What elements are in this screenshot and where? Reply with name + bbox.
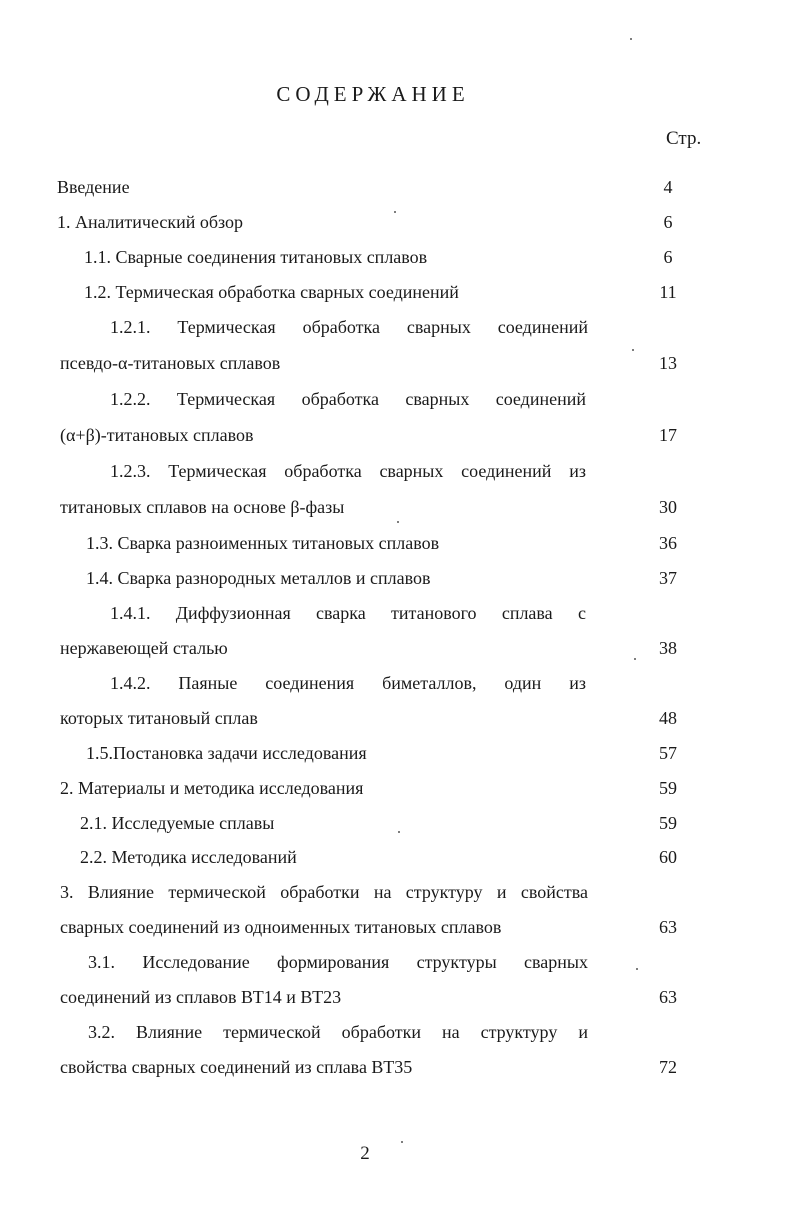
toc-entry-6-page: 30 [659,497,677,517]
page-title: СОДЕРЖАНИЕ [276,82,470,106]
toc-word: Диффузионная [175,603,291,623]
toc-word: 3. [60,882,74,902]
toc-word: 1.2.1. [110,317,151,337]
toc-word: соединения [265,673,355,693]
toc-entry-15-line1 [60,881,588,903]
toc-word: Термическая [176,389,276,409]
toc-entry-10-line2: которых титановый сплав [60,708,258,728]
toc-word: термической [223,1022,321,1042]
scan-speck [398,831,400,833]
toc-word: соединений [461,461,552,481]
toc-entry-9-page: 38 [659,638,677,658]
toc-word: сварных [406,317,471,337]
toc-entry-4-line2: псевдо-α-титановых сплавов [60,353,281,373]
toc-entry-0-page: 4 [663,177,673,197]
toc-word: обработка [302,317,380,337]
toc-word: термической [168,882,266,902]
toc-entry-15-line2: сварных соединений из одноименных титановых сплавов [60,917,502,937]
toc-entry-16-page: 63 [659,987,677,1007]
toc-entry-12-text: 2. Материалы и методика исследования [60,778,364,798]
toc-word: свойства [520,882,588,902]
toc-entry-1-text: 1. Аналитический обзор [57,212,244,232]
toc-word: биметаллов, [382,673,477,693]
toc-entry-16-line1 [88,951,588,973]
toc-entry-8-text: 1.4. Сварка разнородных металлов и сплавов [86,568,431,588]
toc-entry-14-page: 60 [659,847,677,867]
toc-word: обработки [280,882,360,902]
scan-speck [630,38,632,40]
toc-entry-17-line2: свойства сварных соединений из сплава ВТ35 [60,1057,413,1077]
toc-entry-0-text: Введение [57,177,130,197]
toc-word: сварных [379,461,444,481]
toc-word: обработка [301,389,379,409]
toc-word: Исследование [142,952,250,972]
toc-word: и [496,882,507,902]
scan-speck [401,1141,403,1143]
toc-entry-10-line1 [110,672,586,694]
toc-entry-9-line1 [110,602,586,624]
toc-entry-4-page: 13 [659,353,677,373]
toc-word: на [441,1022,460,1042]
toc-entry-7-text: 1.3. Сварка разноименных титановых сплавов [86,533,440,553]
toc-entry-3-page: 11 [659,282,677,302]
toc-entry-13-text: 2.1. Исследуемые сплавы [80,813,275,833]
toc-word: из [569,673,586,693]
toc-word: Паяные [178,673,238,693]
toc-entry-1-page: 6 [663,212,673,232]
toc-word: сварных [524,952,588,972]
toc-entry-15-page: 63 [659,917,677,937]
toc-word: 1.4.1. [110,603,151,623]
toc-entry-14-text: 2.2. Методика исследований [80,847,297,867]
toc-entry-12-page: 59 [659,778,677,798]
toc-entry-17-line1 [88,1021,588,1043]
toc-entry-2-page: 6 [663,247,673,267]
toc-entry-13-page: 59 [659,813,677,833]
toc-entry-8-page: 37 [659,568,677,588]
toc-word: обработки [341,1022,421,1042]
toc-entry-5-page: 17 [659,425,677,445]
toc-entry-9-line2: нержавеющей сталью [60,638,228,658]
toc-word: сплава [501,603,553,623]
toc-word: один [504,673,542,693]
footer-page-number: 2 [360,1143,370,1164]
toc-word: Термическая [168,461,267,481]
scan-speck [632,349,634,351]
toc-word: на [373,882,392,902]
toc-entry-5-line1 [110,388,586,410]
toc-word: 1.2.2. [110,389,151,409]
toc-word: Влияние [87,882,154,902]
toc-word: Влияние [135,1022,203,1042]
toc-word: и [578,1022,588,1042]
toc-word: сварных [405,389,470,409]
toc-word: Термическая [177,317,276,337]
scan-speck [634,658,636,660]
scan-speck [397,521,399,523]
toc-word: из [569,461,586,481]
toc-entry-11-page: 57 [659,743,677,763]
scan-speck [636,968,638,970]
scan-speck [394,211,396,213]
toc-entry-3-text: 1.2. Термическая обработка сварных соединений [84,282,459,302]
toc-entry-10-page: 48 [659,708,677,728]
toc-word: с [577,603,586,623]
toc-entry-2-text: 1.1. Сварные соединения титановых сплавов [84,247,428,267]
toc-entry-5-line2: (α+β)-титановых сплавов [60,425,254,445]
toc-word: 3.1. [88,952,115,972]
toc-word: соединений [495,389,586,409]
toc-entry-16-line2: соединений из сплавов ВТ14 и ВТ23 [60,987,342,1007]
toc-word: обработка [284,461,362,481]
toc-word: 1.2.3. [110,461,151,481]
page-column-header: Стр. [666,128,702,149]
toc-word: формирования [277,952,390,972]
toc-word: соединений [497,317,588,337]
toc-entry-4-line1 [110,316,588,338]
toc-entry-6-line2: титановых сплавов на основе β-фазы [60,497,345,517]
toc-entry-7-page: 36 [659,533,677,553]
toc-word: структуры [416,952,497,972]
toc-word: 3.2. [88,1022,115,1042]
toc-entry-11-text: 1.5.Постановка задачи исследования [86,743,367,763]
toc-word: структуру [480,1022,558,1042]
toc-entry-6-line1 [110,460,586,482]
toc-word: структуру [405,882,483,902]
toc-entry-17-page: 72 [659,1057,677,1077]
toc-word: сварка [316,603,366,623]
toc-word: 1.4.2. [110,673,151,693]
toc-word: титанового [391,603,477,623]
